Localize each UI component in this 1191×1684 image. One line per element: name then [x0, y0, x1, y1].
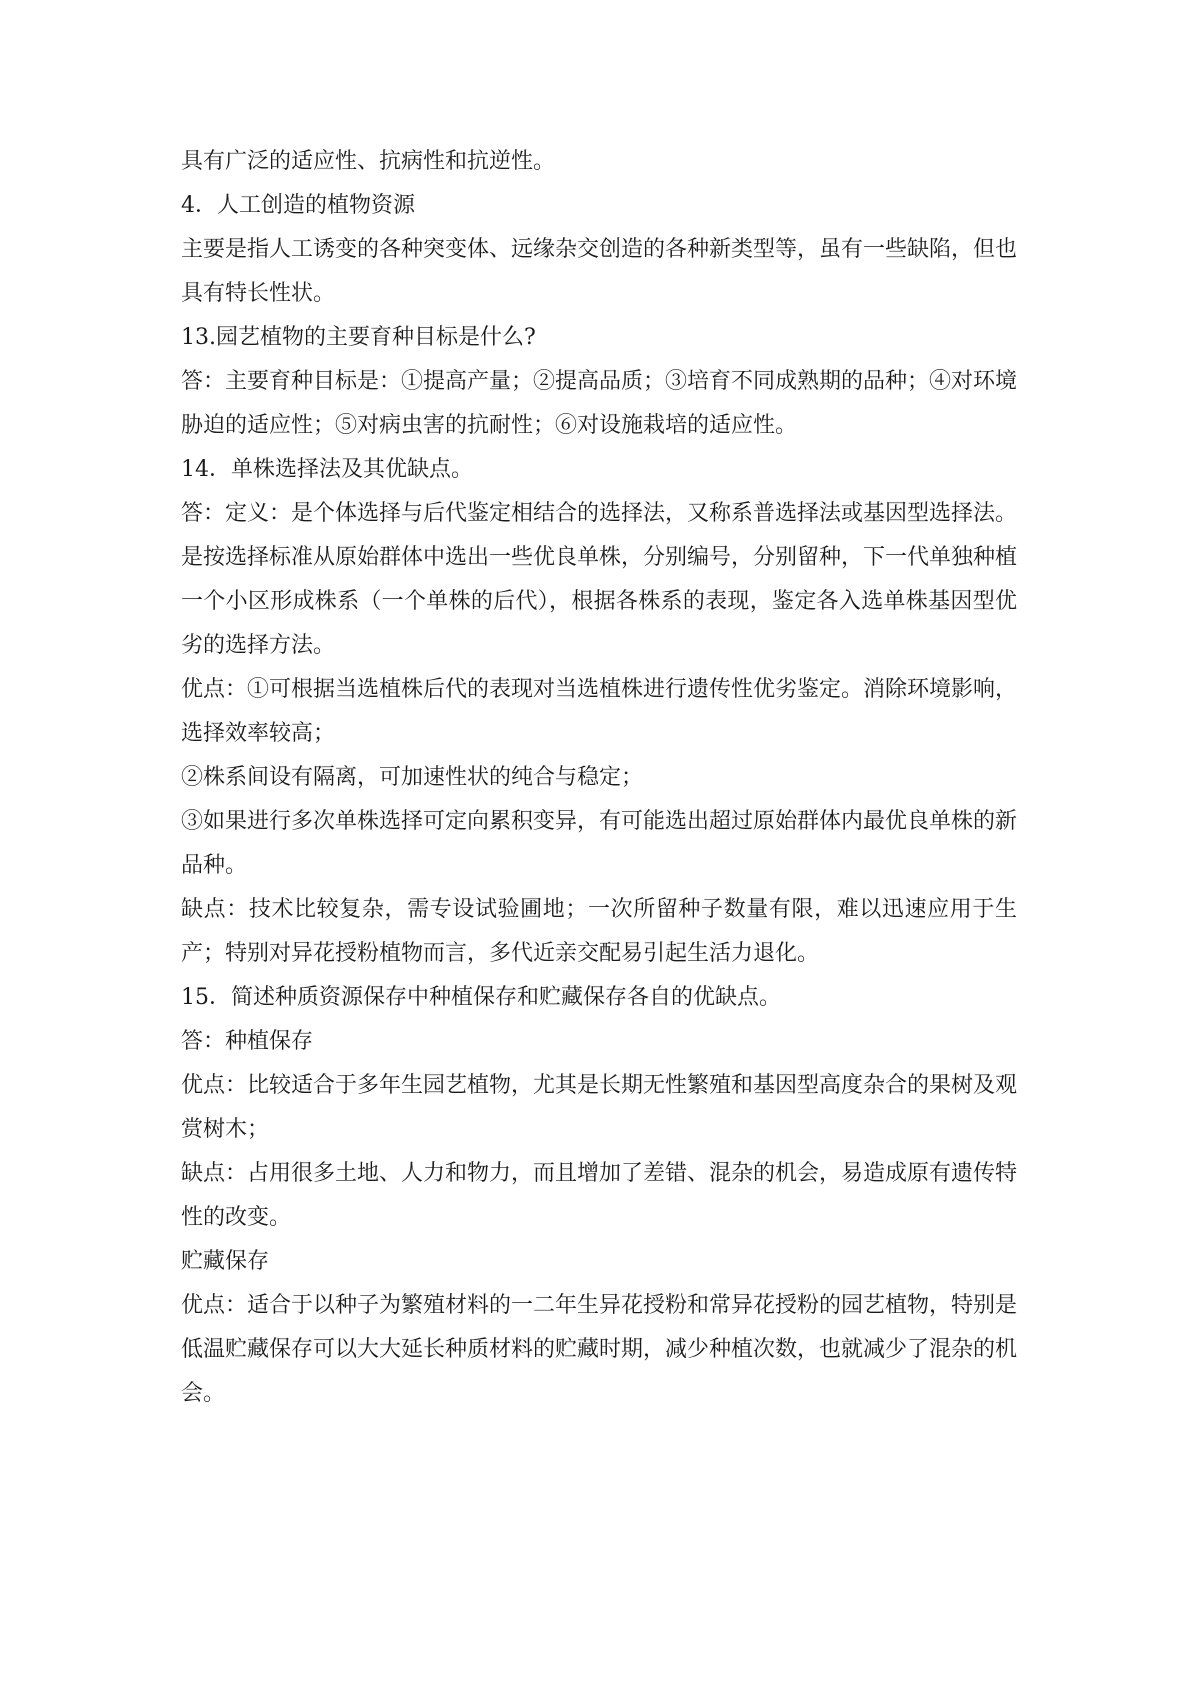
document-body: [181, 140, 1017, 1416]
answer-14-definition: 答：定义：是个体选择与后代鉴定相结合的选择法，又称系普选择法或基因型选择法。是按选择标准从原始群体中选出一些优良单株，分别编号，分别留种，下一代单独种植一个小区形成株系（一个单株的后代），根据各株系的表现，鉴定各入选单株基因型优劣的选择方法。: [181, 501, 1018, 658]
answer-15-storage-heading: 贮藏保存: [181, 1249, 270, 1274]
answer-15-storage-advantage: 优点：适合于以种子为繁殖材料的一二年生异花授粉和常异花授粉的园艺植物，特别是低温贮藏保存可以大大延长种质材料的贮藏时期，减少种植次数，也就减少了混杂的机会。: [181, 1293, 1018, 1406]
answer-15-planting-heading: 答：种植保存: [181, 1029, 314, 1054]
answer-15-planting-disadvantage: 缺点：占用很多土地、人力和物力，而且增加了差错、混杂的机会，易造成原有遗传特性的改变。: [181, 1161, 1018, 1230]
answer-13: 答：主要育种目标是：①提高产量；②提高品质；③培育不同成熟期的品种；④对环境胁迫的适应性；⑤对病虫害的抗耐性；⑥对设施栽培的适应性。: [181, 369, 1018, 438]
answer-14-disadvantage: 缺点：技术比较复杂，需专设试验圃地；一次所留种子数量有限，难以迅速应用于生产；特别对异花授粉植物而言，多代近亲交配易引起生活力退化。: [181, 897, 1017, 966]
paragraph-artificial-resources: 主要是指人工诱变的各种突变体、远缘杂交创造的各种新类型等，虽有一些缺陷，但也具有特长性状。: [181, 237, 1018, 306]
answer-14-advantage-1: 优点：①可根据当选植株后代的表现对当选植株进行遗传性优劣鉴定。消除环境影响，选择效率较高；: [181, 677, 1018, 746]
answer-14-advantage-3: ③如果进行多次单株选择可定向累积变异，有可能选出超过原始群体内最优良单株的新品种。: [181, 809, 1018, 878]
answer-15-planting-advantage: 优点：比较适合于多年生园艺植物，尤其是长期无性繁殖和基因型高度杂合的果树及观赏树木；: [181, 1073, 1018, 1142]
question-13: 13.园艺植物的主要育种目标是什么?: [181, 325, 536, 350]
answer-14-advantage-2: ②株系间设有隔离，可加速性状的纯合与稳定；: [181, 765, 644, 790]
question-15: 15．简述种质资源保存中种植保存和贮藏保存各自的优缺点。: [181, 985, 781, 1010]
question-14: 14．单株选择法及其优缺点。: [181, 457, 473, 482]
paragraph-adaptability: 具有广泛的适应性、抗病性和抗逆性。: [181, 149, 556, 174]
heading-artificial-resources: 4．人工创造的植物资源: [181, 193, 415, 218]
